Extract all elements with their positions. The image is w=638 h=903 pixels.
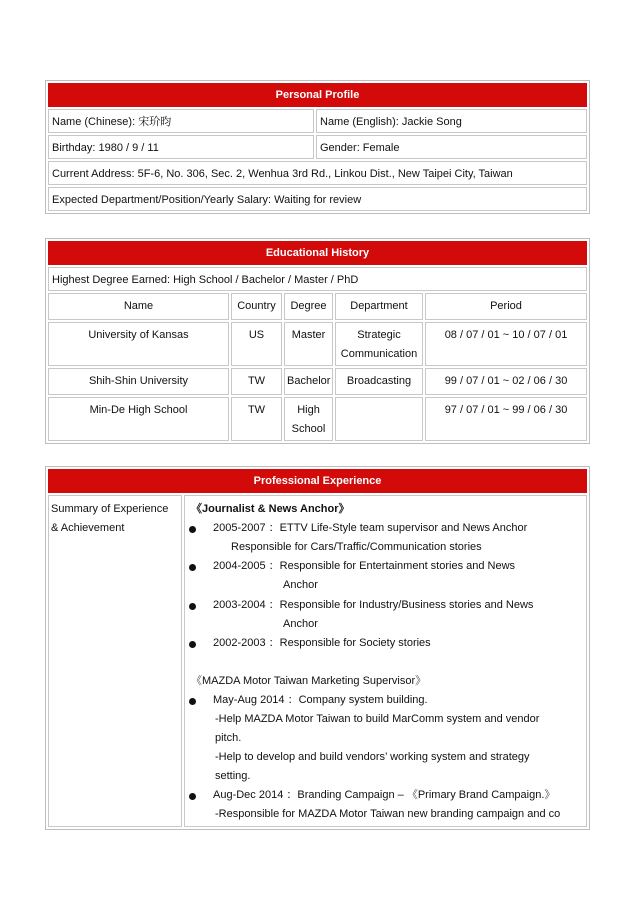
school-period: 97 / 07 / 01 ~ 99 / 06 / 30	[425, 397, 587, 441]
mazda-heading: 《MAZDA Motor Taiwan Marketing Supervisor》	[191, 675, 427, 687]
list-item: 2002-2003 ：Responsible for Society stories	[213, 637, 431, 649]
col-name: Name	[48, 293, 229, 320]
bullet-icon	[189, 564, 196, 571]
list-item-cont: Responsible for Cars/Traffic/Communication stories	[231, 541, 482, 553]
list-item-cont: -Help MAZDA Motor Taiwan to build MarComm system and vendor	[215, 713, 540, 725]
school-department: Strategic Communication	[335, 322, 423, 366]
school-department	[335, 397, 423, 441]
school-name: University of Kansas	[48, 322, 229, 366]
school-name: Min-De High School	[48, 397, 229, 441]
name-english: Name (English): Jackie Song	[316, 109, 587, 133]
personal-profile-section	[45, 80, 590, 214]
table-row	[48, 322, 587, 366]
table-row	[48, 368, 587, 395]
list-item: 2004-2005 ：Responsible for Entertainment stories and News	[213, 560, 516, 572]
journalist-heading: 《Journalist & News Anchor》	[191, 503, 350, 515]
list-item-cont: Anchor	[283, 579, 318, 591]
bullet-icon	[189, 526, 196, 533]
col-department: Department	[335, 293, 423, 320]
table-header-row	[48, 293, 587, 320]
school-degree: Master	[284, 322, 333, 366]
list-item-cont: -Responsible for MAZDA Motor Taiwan new branding campaign and co	[215, 808, 561, 820]
bullet-icon	[189, 641, 196, 648]
school-country: US	[231, 322, 282, 366]
name-chinese: Name (Chinese): 宋玠昀	[48, 109, 314, 133]
table-row	[48, 397, 587, 441]
bullet-icon	[189, 603, 196, 610]
educational-history-header: Educational History	[48, 241, 587, 265]
school-country: TW	[231, 397, 282, 441]
school-country: TW	[231, 368, 282, 395]
list-item-cont: -Help to develop and build vendors’ working system and strategy	[215, 751, 530, 763]
list-item-cont: Anchor	[283, 618, 318, 630]
experience-details	[184, 495, 587, 827]
list-item: May-Aug 2014 ：Company system building.	[213, 694, 428, 706]
school-degree: High School	[284, 397, 333, 441]
professional-experience-header: Professional Experience	[48, 469, 587, 493]
current-address: Current Address: 5F-6, No. 306, Sec. 2, Wenhua 3rd Rd., Linkou Dist., New Taipei City, Taiwan	[48, 161, 587, 185]
summary-label-line2: & Achievement	[51, 522, 125, 534]
list-item: 2005-2007 ：ETTV Life-Style team supervisor and News Anchor	[213, 522, 528, 534]
professional-experience-section	[45, 466, 590, 830]
list-item-cont: setting.	[215, 770, 251, 782]
list-item: 2003-2004 ：Responsible for Industry/Business stories and News	[213, 599, 534, 611]
school-period: 08 / 07 / 01 ~ 10 / 07 / 01	[425, 322, 587, 366]
school-name: Shih-Shin University	[48, 368, 229, 395]
list-item-cont: pitch.	[215, 732, 242, 744]
col-country: Country	[231, 293, 282, 320]
educational-history-section	[45, 238, 590, 444]
bullet-icon	[189, 793, 196, 800]
bullet-icon	[189, 698, 196, 705]
education-table	[48, 293, 587, 441]
gender: Gender: Female	[316, 135, 587, 159]
summary-label-line1: Summary of Experience	[51, 503, 169, 515]
col-period: Period	[425, 293, 587, 320]
birthday: Birthday: 1980 / 9 / 11	[48, 135, 314, 159]
summary-label	[48, 495, 182, 827]
highest-degree: Highest Degree Earned: High School / Bachelor / Master / PhD	[48, 267, 587, 291]
school-department: Broadcasting	[335, 368, 423, 395]
expected-position: Expected Department/Position/Yearly Salary: Waiting for review	[48, 187, 587, 211]
personal-profile-header: Personal Profile	[48, 83, 587, 107]
school-period: 99 / 07 / 01 ~ 02 / 06 / 30	[425, 368, 587, 395]
school-degree: Bachelor	[284, 368, 333, 395]
list-item: Aug-Dec 2014 ：Branding Campaign – 《Primary Brand Campaign.》	[213, 789, 556, 801]
col-degree: Degree	[284, 293, 333, 320]
